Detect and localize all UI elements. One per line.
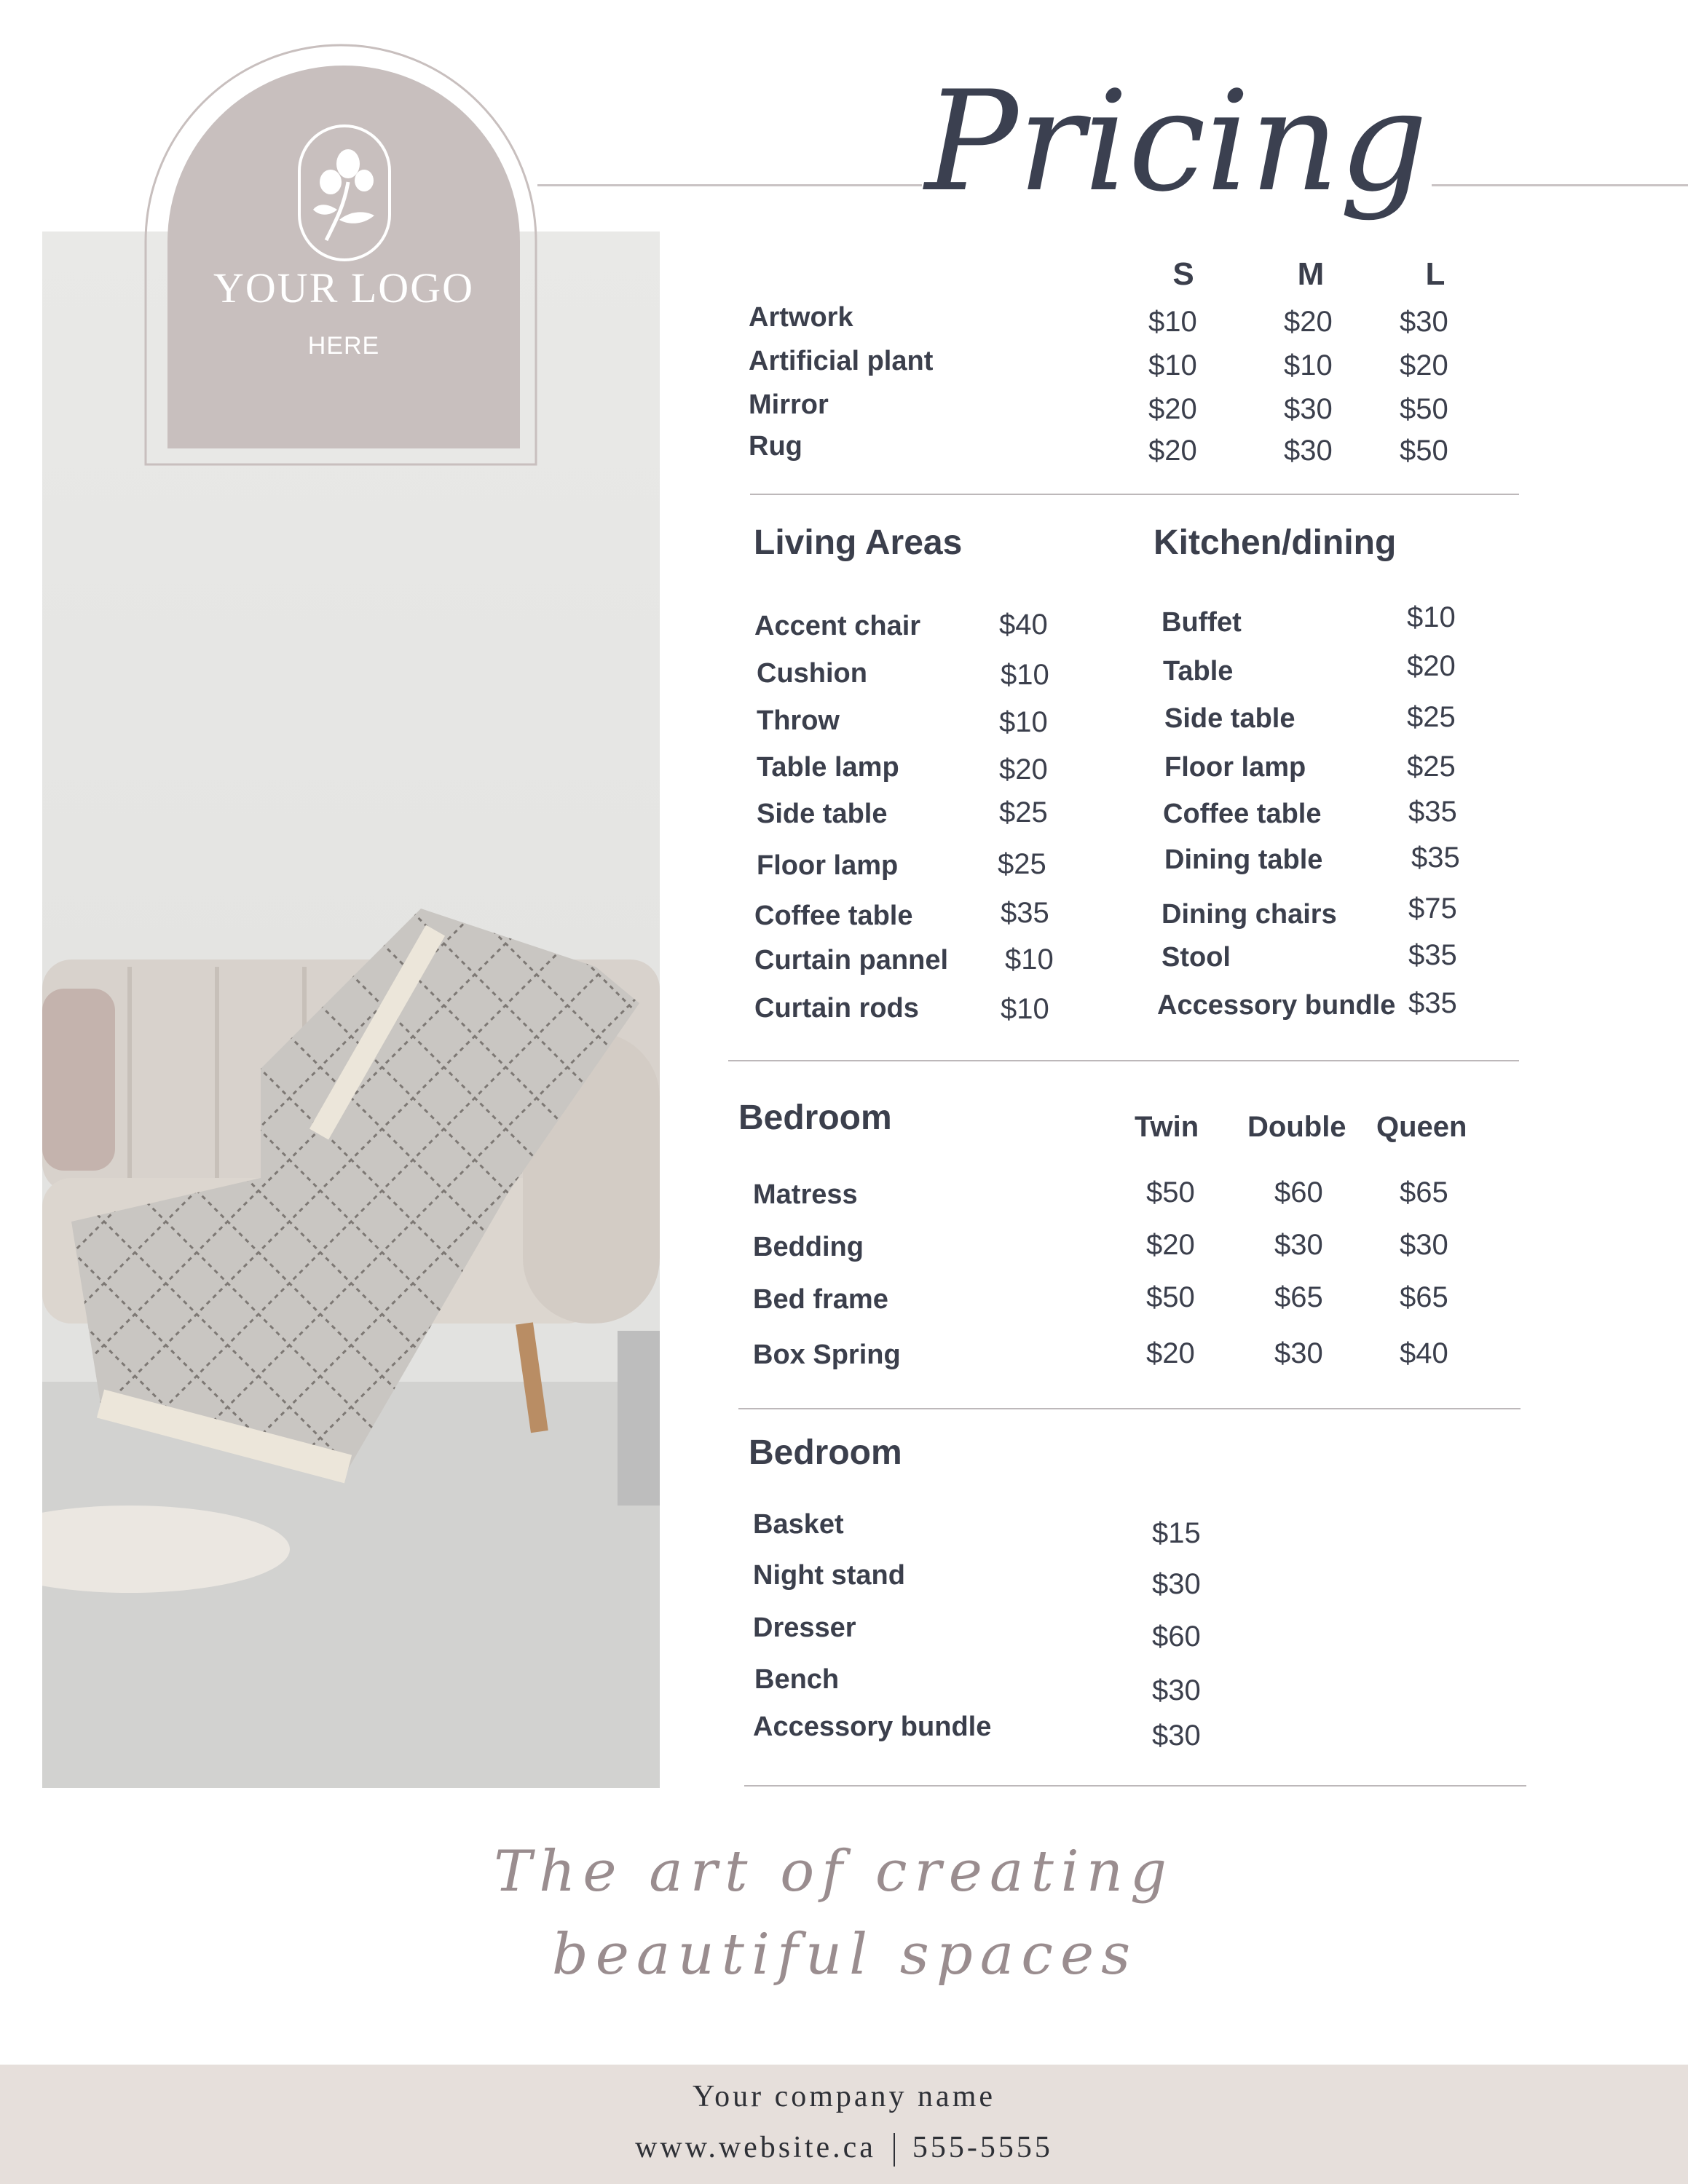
living-price: $10 — [1005, 943, 1054, 976]
decor-item-name: Rug — [749, 431, 802, 462]
kitchen-item: Buffet — [1162, 607, 1242, 638]
decor-price: $10 — [1148, 349, 1197, 381]
bedroom-price: $60 — [1274, 1176, 1323, 1208]
kitchen-price: $25 — [1407, 751, 1456, 783]
bedroom2-price: $15 — [1152, 1517, 1201, 1549]
kitchen-item: Stool — [1162, 942, 1231, 973]
size-header-twin: Twin — [1135, 1111, 1199, 1143]
kitchen-item: Side table — [1164, 703, 1295, 734]
size-header-l: L — [1425, 256, 1446, 292]
bedroom-price: $30 — [1400, 1229, 1448, 1261]
living-item: Curtain rods — [754, 993, 919, 1024]
living-item: Throw — [757, 705, 840, 736]
bedroom-price: $20 — [1146, 1229, 1195, 1261]
bedroom-item: Box Spring — [753, 1340, 901, 1370]
kitchen-item: Accessory bundle — [1157, 990, 1396, 1021]
bedroom2-item: Basket — [753, 1509, 844, 1540]
decor-price: $30 — [1400, 306, 1448, 338]
living-price: $20 — [999, 753, 1048, 786]
living-price: $25 — [998, 848, 1046, 880]
decor-price: $10 — [1284, 349, 1333, 381]
bedroom-price: $30 — [1274, 1337, 1323, 1369]
kitchen-item: Dining table — [1164, 844, 1323, 875]
decor-price: $20 — [1148, 393, 1197, 425]
page-title: Pricing — [925, 61, 1428, 222]
phone-number[interactable]: 555-5555 — [912, 2131, 1053, 2164]
kitchen-item: Table — [1163, 656, 1234, 687]
bedroom-item: Matress — [753, 1179, 858, 1210]
bedroom-price: $50 — [1146, 1281, 1195, 1313]
bedroom-price: $65 — [1274, 1281, 1323, 1313]
kitchen-heading: Kitchen/dining — [1153, 523, 1397, 562]
title-rule-left — [537, 184, 922, 186]
kitchen-item: Coffee table — [1163, 799, 1322, 829]
title-rule-right — [1432, 184, 1688, 186]
bedroom2-price: $30 — [1152, 1568, 1201, 1600]
section-divider — [738, 1408, 1521, 1409]
living-item: Curtain pannel — [754, 945, 949, 976]
contact-line — [0, 2130, 1688, 2167]
living-price: $10 — [999, 706, 1048, 738]
kitchen-price: $75 — [1408, 893, 1457, 925]
logo-subtitle: HERE — [307, 332, 380, 360]
bedroom2-item: Bench — [754, 1664, 840, 1695]
decor-item-name: Artwork — [749, 302, 853, 333]
section-divider — [750, 494, 1519, 495]
decor-price: $50 — [1400, 393, 1448, 425]
bedroom-item: Bed frame — [753, 1284, 888, 1315]
kitchen-item: Dining chairs — [1162, 899, 1337, 930]
kitchen-price: $35 — [1408, 796, 1457, 828]
bedroom-price: $65 — [1400, 1281, 1448, 1313]
bedroom-item: Bedding — [753, 1232, 864, 1262]
bedroom2-item: Dresser — [753, 1613, 856, 1643]
living-price: $40 — [999, 609, 1048, 641]
decor-price: $20 — [1284, 306, 1333, 338]
living-item: Side table — [757, 799, 888, 829]
size-header-s: S — [1172, 256, 1194, 292]
kitchen-price: $35 — [1411, 842, 1460, 874]
bedroom-heading: Bedroom — [738, 1099, 892, 1137]
bedroom2-item: Accessory bundle — [753, 1712, 992, 1742]
size-header-m: M — [1297, 256, 1325, 292]
kitchen-price: $25 — [1407, 701, 1456, 733]
living-item: Coffee table — [754, 901, 913, 931]
kitchen-price: $35 — [1408, 939, 1457, 971]
kitchen-price: $35 — [1408, 987, 1457, 1019]
kitchen-price: $10 — [1407, 601, 1456, 633]
living-item: Cushion — [757, 658, 867, 689]
bedroom2-heading: Bedroom — [749, 1433, 902, 1472]
tagline-line-1: The art of creating — [494, 1839, 1174, 1904]
size-header-queen: Queen — [1376, 1111, 1467, 1143]
living-item: Accent chair — [754, 611, 921, 641]
contact-separator — [894, 2133, 895, 2167]
bedroom-price: $40 — [1400, 1337, 1448, 1369]
bedroom2-price: $30 — [1152, 1720, 1201, 1752]
kitchen-price: $20 — [1407, 650, 1456, 682]
living-price: $10 — [1001, 993, 1049, 1025]
decor-price: $50 — [1400, 435, 1448, 467]
company-name: Your company name — [692, 2080, 996, 2113]
decor-price: $30 — [1284, 435, 1333, 467]
decor-price: $30 — [1284, 393, 1333, 425]
tagline-line-2: beautiful spaces — [551, 1922, 1138, 1987]
bedroom-price: $50 — [1146, 1176, 1195, 1208]
bedroom2-price: $60 — [1152, 1621, 1201, 1653]
leaf-branch-icon — [297, 124, 392, 262]
bedroom-price: $65 — [1400, 1176, 1448, 1208]
living-price: $35 — [1001, 897, 1049, 929]
living-price: $10 — [1001, 659, 1049, 691]
decor-item-name: Artificial plant — [749, 346, 934, 376]
bedroom2-price: $30 — [1152, 1674, 1201, 1706]
section-divider — [744, 1785, 1526, 1787]
size-header-double: Double — [1247, 1111, 1346, 1143]
living-price: $25 — [999, 796, 1048, 828]
living-item: Floor lamp — [757, 850, 899, 881]
living-heading: Living Areas — [754, 523, 963, 562]
bedroom2-item: Night stand — [753, 1560, 905, 1591]
section-divider — [728, 1060, 1519, 1061]
bedroom-price: $30 — [1274, 1229, 1323, 1261]
decor-price: $20 — [1148, 435, 1197, 467]
website-link[interactable]: www.website.ca — [635, 2131, 876, 2164]
decor-price: $10 — [1148, 306, 1197, 338]
living-item: Table lamp — [757, 752, 899, 783]
kitchen-item: Floor lamp — [1164, 752, 1306, 783]
decor-item-name: Mirror — [749, 389, 829, 420]
logo-title: YOUR LOGO — [213, 264, 474, 312]
decor-price: $20 — [1400, 349, 1448, 381]
bedroom-price: $20 — [1146, 1337, 1195, 1369]
